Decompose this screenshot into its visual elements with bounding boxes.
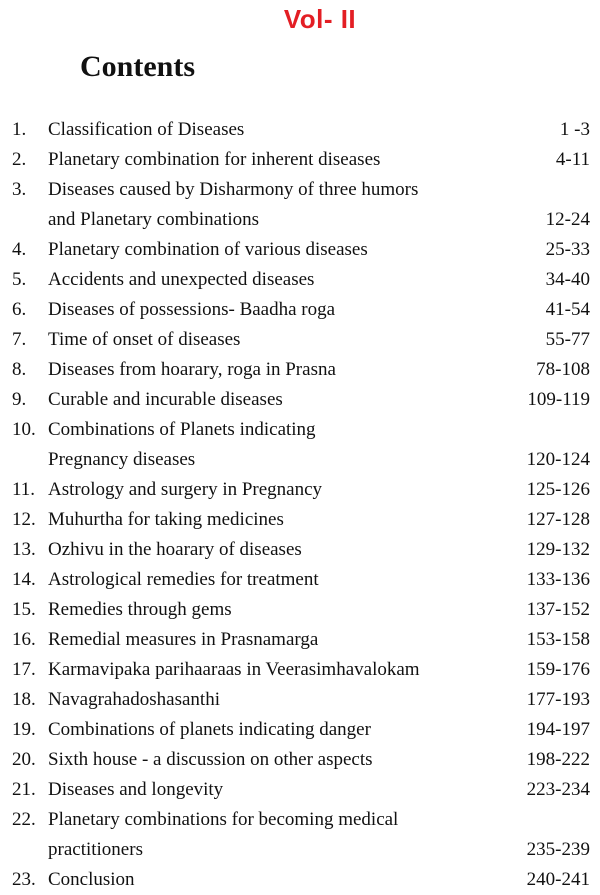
toc-entry-title: Muhurtha for taking medicines xyxy=(48,509,284,530)
toc-entry-number: 11. xyxy=(12,479,36,500)
toc-entry-pages: 78-108 xyxy=(536,359,590,380)
toc-entry-title: Remedial measures in Prasnamarga xyxy=(48,629,319,650)
toc-entry-pages: 129-132 xyxy=(526,539,590,560)
toc-entry-line xyxy=(0,835,600,865)
toc-entry-line xyxy=(0,355,600,385)
toc-entry-number: 18. xyxy=(12,689,36,710)
toc-entry-line xyxy=(0,145,600,175)
toc-entry-pages: 240-241 xyxy=(526,869,590,890)
toc-entry-pages: 235-239 xyxy=(526,839,590,860)
toc-entry-number: 2. xyxy=(12,149,27,170)
toc-entry-pages: 177-193 xyxy=(526,689,590,710)
toc-entry-title: Diseases and longevity xyxy=(48,779,224,800)
toc-entry-title: Diseases caused by Disharmony of three humors xyxy=(48,179,419,200)
toc-entry-line xyxy=(0,325,600,355)
toc-entry-number: 12. xyxy=(12,509,36,530)
toc-entry-number: 20. xyxy=(12,749,36,770)
toc-entry-title: Remedies through gems xyxy=(48,599,232,620)
toc-entry-number: 14. xyxy=(12,569,36,590)
toc-entry-pages: 55-77 xyxy=(545,329,590,350)
toc-entry-pages: 34-40 xyxy=(545,269,590,290)
toc-entry-pages: 120-124 xyxy=(526,449,590,470)
toc-entry-line xyxy=(0,475,600,505)
toc-entry-number: 7. xyxy=(12,329,27,350)
toc-entry-line xyxy=(0,685,600,715)
toc-entry-pages: 12-24 xyxy=(545,209,590,230)
toc-entry-line xyxy=(0,805,600,835)
toc-entry-line xyxy=(0,175,600,205)
toc-entry-line xyxy=(0,415,600,445)
toc-entry-title: and Planetary combinations xyxy=(48,209,260,230)
toc-entry-pages: 1 -3 xyxy=(559,119,590,140)
toc-entry-title: Ozhivu in the hoarary of diseases xyxy=(48,539,302,560)
toc-entry-line xyxy=(0,235,600,265)
toc-entry-line xyxy=(0,505,600,535)
toc-entry-title: Astrology and surgery in Pregnancy xyxy=(48,479,323,500)
toc-entry-title: Karmavipaka parihaaraas in Veerasimhavalokam xyxy=(48,659,420,680)
toc-entry-title: practitioners xyxy=(48,839,143,860)
toc-entry-number: 17. xyxy=(12,659,36,680)
toc-entry-pages: 109-119 xyxy=(527,389,590,410)
toc-entry-number: 16. xyxy=(12,629,36,650)
toc-entry-line xyxy=(0,595,600,625)
toc-entry-title: Astrological remedies for treatment xyxy=(48,569,319,590)
toc-entry-line xyxy=(0,775,600,805)
toc-entry-title: Curable and incurable diseases xyxy=(48,389,283,410)
toc-entry-number: 13. xyxy=(12,539,36,560)
toc-entry-title: Time of onset of diseases xyxy=(48,329,241,350)
toc-entry-line xyxy=(0,385,600,415)
toc-entry-line xyxy=(0,565,600,595)
toc-entry-number: 4. xyxy=(12,239,27,260)
toc-entry-number: 21. xyxy=(12,779,36,800)
toc-entry-number: 8. xyxy=(12,359,27,380)
toc-entry-pages: 4-11 xyxy=(555,149,590,170)
volume-label: Vol- II xyxy=(283,4,357,34)
toc-entry-number: 1. xyxy=(12,119,27,140)
toc-entry-title: Conclusion xyxy=(48,869,135,890)
toc-entry-line xyxy=(0,295,600,325)
toc-entry-pages: 137-152 xyxy=(526,599,590,620)
toc-entry-number: 19. xyxy=(12,719,36,740)
toc-entry-line xyxy=(0,625,600,655)
toc-entry-number: 6. xyxy=(12,299,27,320)
toc-entry-pages: 223-234 xyxy=(526,779,590,800)
toc-entry-number: 15. xyxy=(12,599,36,620)
toc-entry-pages: 125-126 xyxy=(526,479,590,500)
toc-entry-line xyxy=(0,265,600,295)
toc-entry-line xyxy=(0,445,600,475)
contents-title: Contents xyxy=(80,50,196,83)
toc-entry-title: Combinations of Planets indicating xyxy=(48,419,316,440)
toc-entry-title: Combinations of planets indicating danger xyxy=(48,719,371,740)
toc-entry-pages: 41-54 xyxy=(545,299,590,320)
toc-entry-number: 3. xyxy=(12,179,27,200)
toc-entry-pages: 159-176 xyxy=(526,659,590,680)
toc-entry-title: Classification of Diseases xyxy=(48,119,245,140)
toc-entry-title: Sixth house - a discussion on other aspects xyxy=(48,749,373,770)
toc-entry-title: Planetary combinations for becoming medical xyxy=(48,809,399,830)
toc-entry-title: Planetary combination of various diseases xyxy=(48,239,368,260)
toc-entry-pages: 198-222 xyxy=(526,749,590,770)
toc-entry-line xyxy=(0,535,600,565)
toc-entry-line xyxy=(0,715,600,745)
toc-entry-pages: 194-197 xyxy=(526,719,590,740)
toc-entry-title: Navagrahadoshasanthi xyxy=(48,689,220,710)
toc-entry-line xyxy=(0,115,600,145)
toc-entry-line xyxy=(0,205,600,235)
toc-entry-pages: 153-158 xyxy=(526,629,590,650)
toc-entry-title: Diseases of possessions- Baadha roga xyxy=(48,299,336,320)
toc-entry-number: 10. xyxy=(12,419,36,440)
toc-entry-number: 9. xyxy=(12,389,27,410)
toc-entry-title: Diseases from hoarary, roga in Prasna xyxy=(48,359,336,380)
toc-entry-line xyxy=(0,865,600,895)
toc-entry-title: Accidents and unexpected diseases xyxy=(48,269,315,290)
toc-entry-number: 22. xyxy=(12,809,36,830)
toc-entry-line xyxy=(0,655,600,685)
toc-entry-title: Planetary combination for inherent diseases xyxy=(48,149,381,170)
toc-entry-title: Pregnancy diseases xyxy=(48,449,196,470)
toc-entry-pages: 133-136 xyxy=(526,569,590,590)
toc-entry-pages: 25-33 xyxy=(545,239,590,260)
toc-entry-number: 23. xyxy=(12,869,36,890)
toc-entry-number: 5. xyxy=(12,269,27,290)
toc-entry-line xyxy=(0,745,600,775)
toc-entry-pages: 127-128 xyxy=(526,509,590,530)
